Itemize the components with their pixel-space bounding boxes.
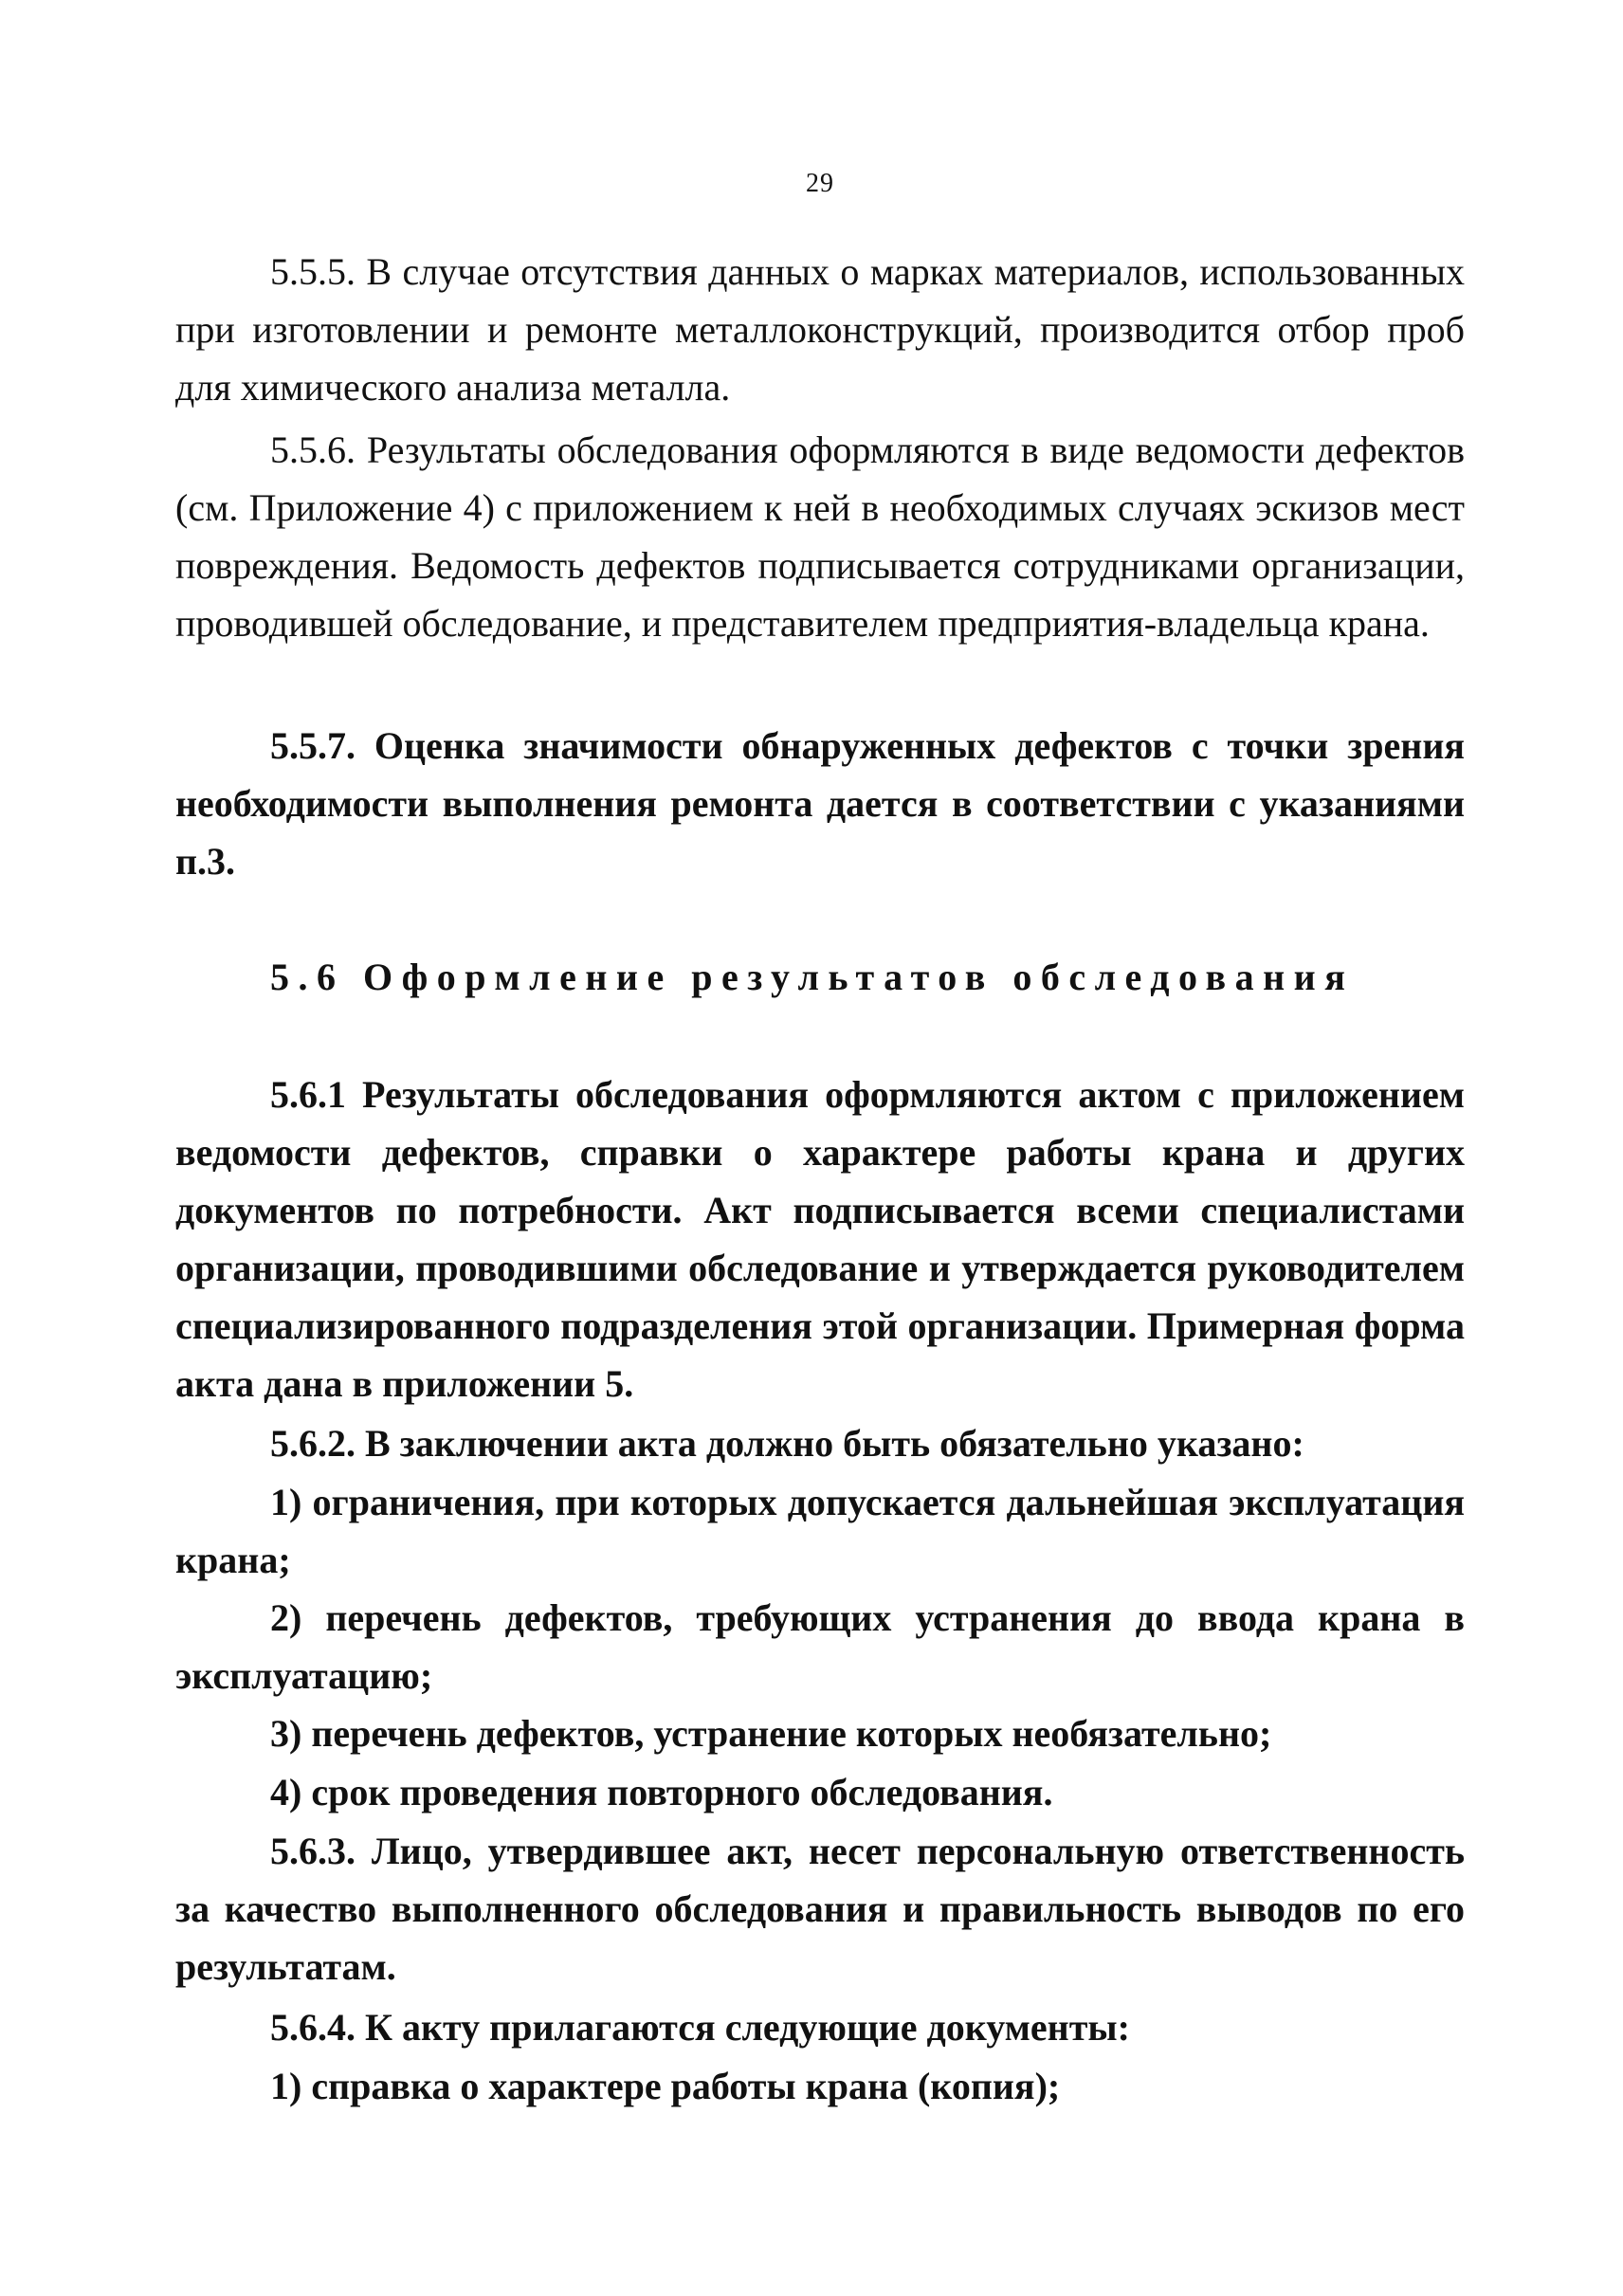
paragraph-5-6-2: 5.6.2. В заключении акта должно быть обязательно указано: xyxy=(270,1422,1304,1465)
list-item: 2) перечень дефектов, требующих устранения до ввода крана в эксплуатацию; xyxy=(175,1596,1465,1697)
paragraph-5-6-3: 5.6.3. Лицо, утвердившее акт, несет персональную ответственность за качество выполненного обследования и правильность выводов по его результатам. xyxy=(175,1830,1465,1988)
paragraph-5-6-1: 5.6.1 Результаты обследования оформляются актом с приложением ведомости дефектов, справки о характере работы крана и других документов по потребности. Акт подписывается всеми специалистами организации, проводившими обследование и утверждается руководителем специализированного подразделения этой организации. Примерная форма акта дана в приложении 5. xyxy=(175,1073,1465,1405)
list-item: 4) срок проведения повторного обследования. xyxy=(270,1771,1053,1813)
section-heading-5-6: 5.6 Оформление результатов обследования xyxy=(270,956,1355,998)
list-item: 1) ограничения, при которых допускается дальнейшая эксплуатация крана; xyxy=(175,1481,1465,1581)
paragraph-5-5-7: 5.5.7. Оценка значимости обнаруженных дефектов с точки зрения необходимости выполнения ремонта дается в соответствии с указаниями п.3. xyxy=(175,724,1465,883)
paragraph-5-5-5: 5.5.5. В случае отсутствия данных о марках материалов, использованных при изготовлении и ремонте металлоконструкций, производится отбор проб для химического анализа металла. xyxy=(175,250,1465,409)
list-item: 3) перечень дефектов, устранение которых необязательно; xyxy=(270,1712,1272,1755)
page-number: 29 xyxy=(806,169,834,198)
list-item: 1) справка о характере работы крана (копия); xyxy=(270,2065,1061,2107)
paragraph-5-6-4: 5.6.4. К акту прилагаются следующие документы: xyxy=(270,2006,1130,2049)
paragraph-5-5-6: 5.5.6. Результаты обследования оформляются в виде ведомости дефектов (см. Приложение 4) с приложением к ней в необходимых случаях эскизов мест повреждения. Ведомость дефектов подписывается сотрудниками организации, проводившей обследование, и представителем предприятия-владельца крана. xyxy=(175,428,1465,645)
